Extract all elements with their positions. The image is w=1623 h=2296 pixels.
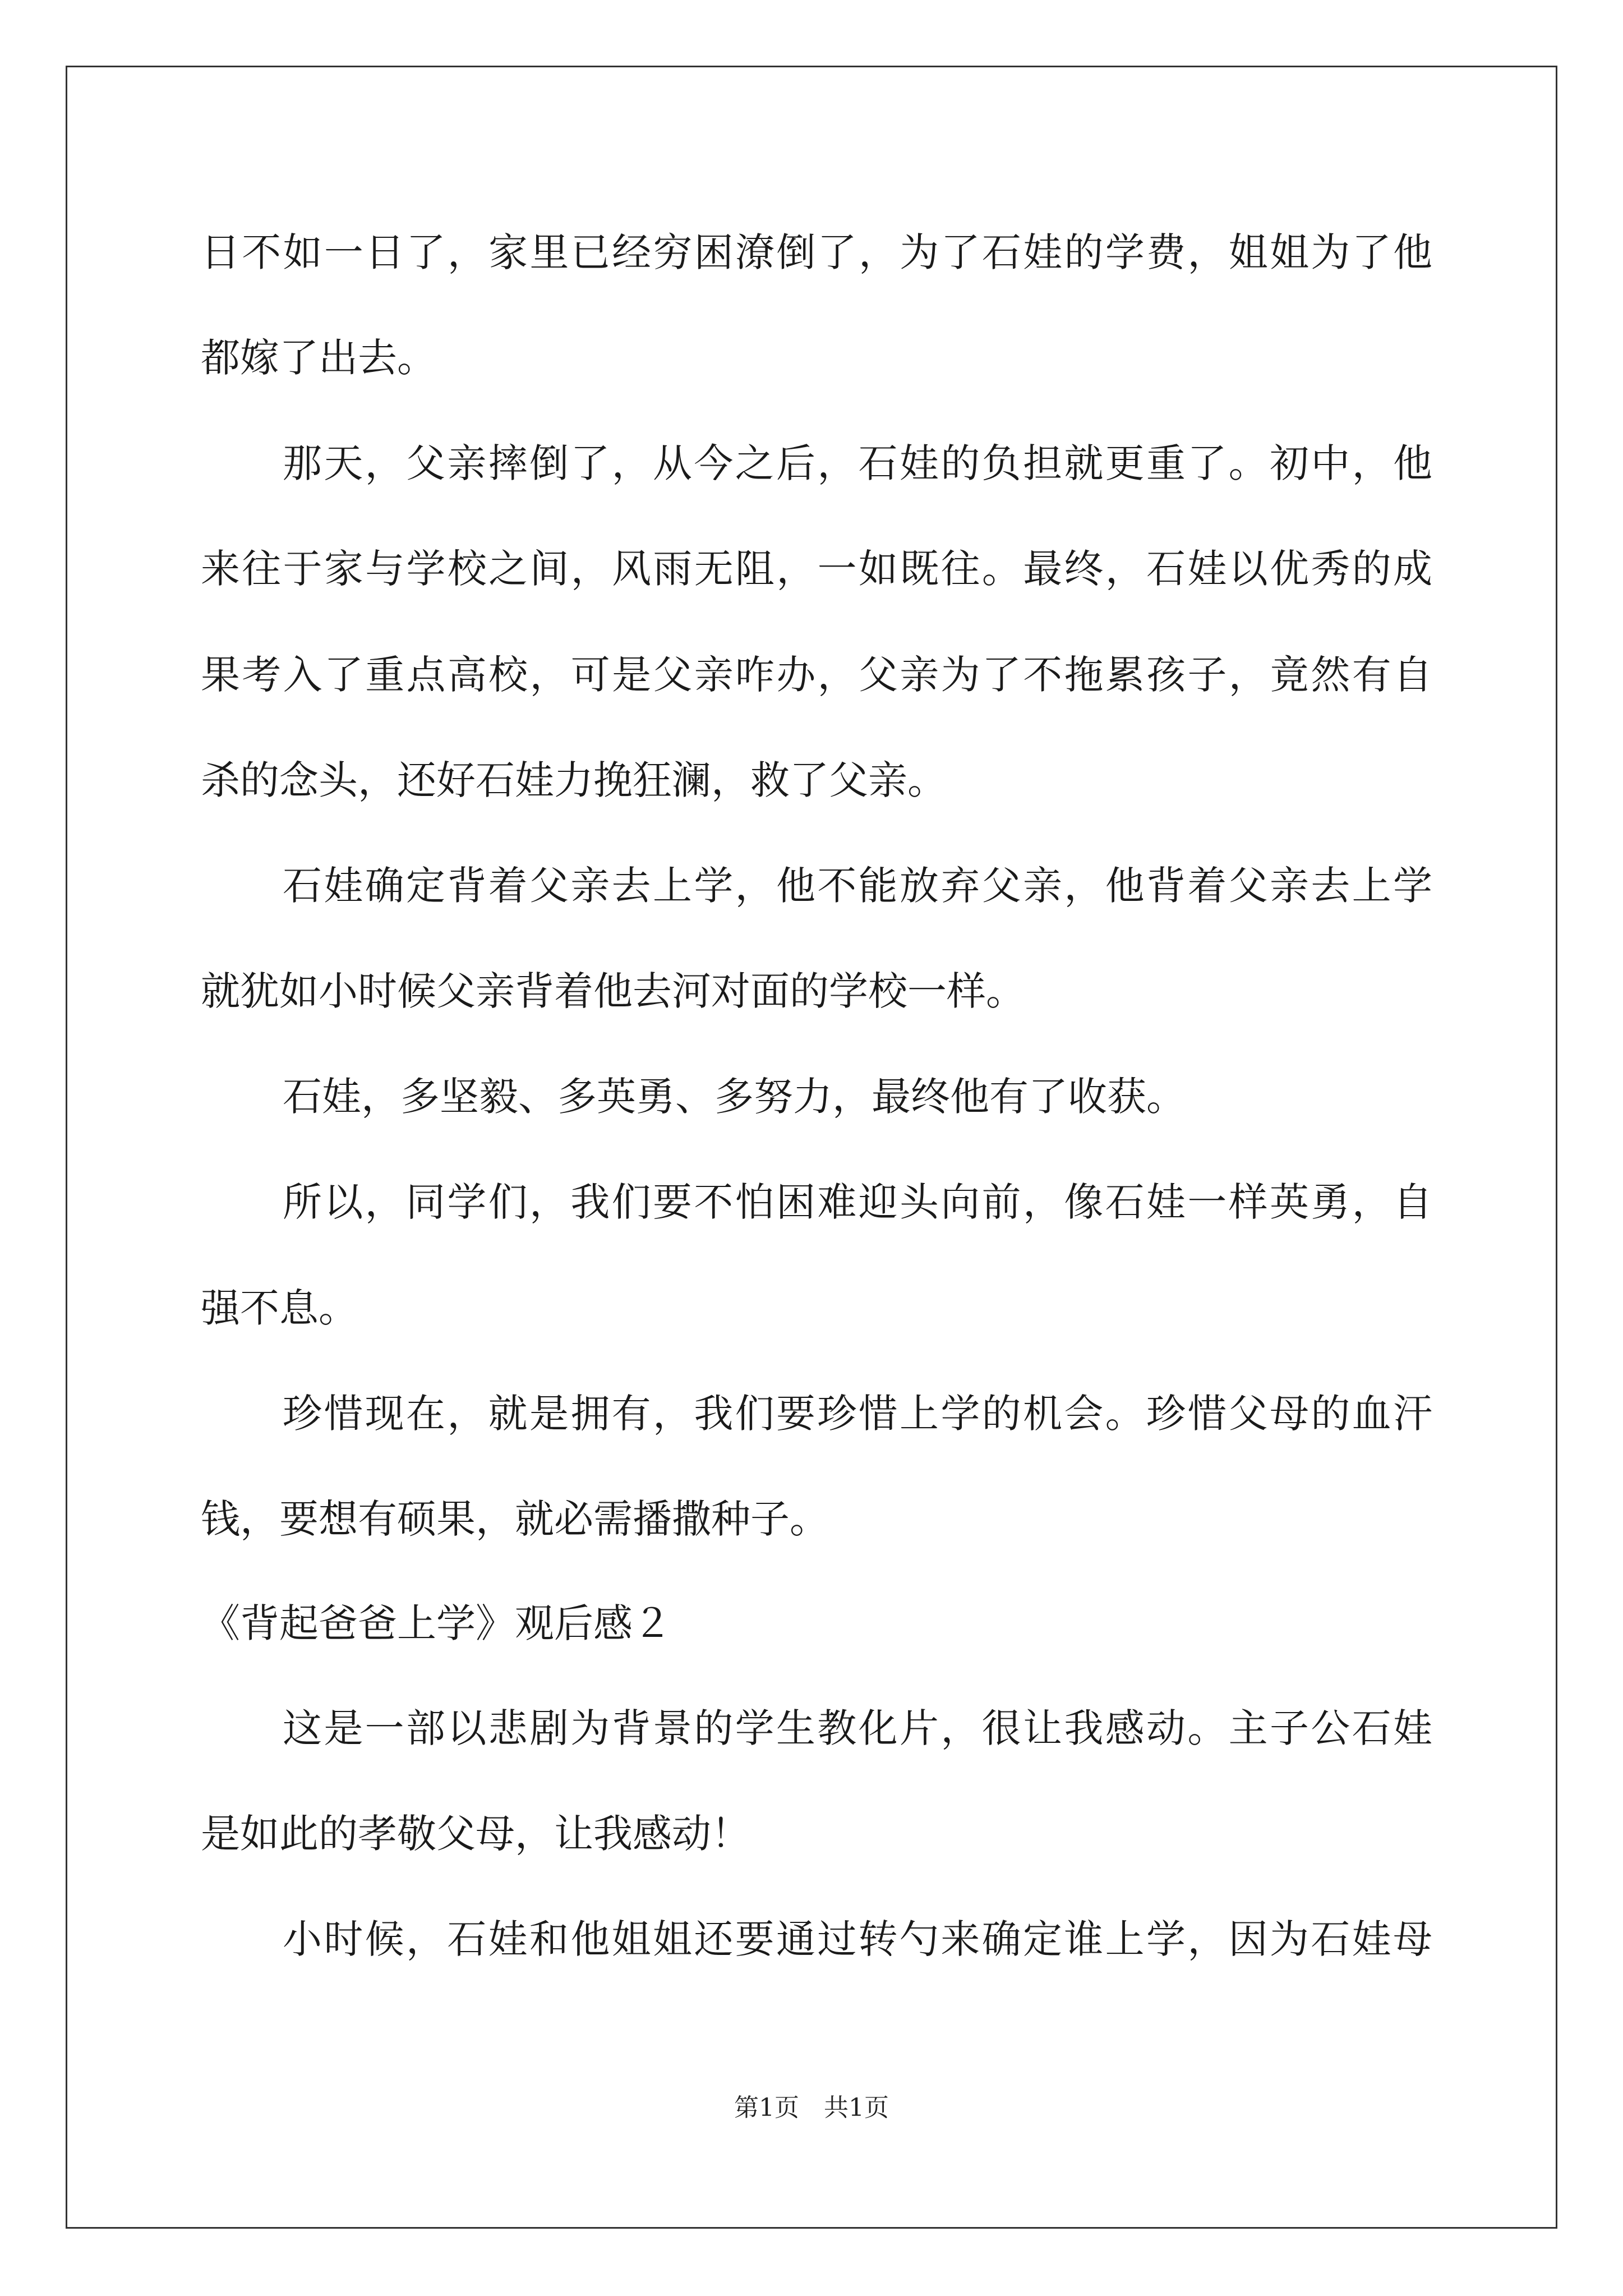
text-line: 来往于家与学校之间，风雨无阻，一如既往。最终，石娃以优秀的成 — [201, 546, 1432, 592]
text-line: 石娃确定背着父亲去上学，他不能放弃父亲，他背着父亲去上学 — [283, 863, 1432, 909]
text-line: 珍惜现在，就是拥有，我们要珍惜上学的机会。珍惜父母的血汗 — [283, 1391, 1432, 1437]
text-line: 钱，要想有硕果，就必需播撒种子。 — [201, 1496, 829, 1542]
text-line: 就犹如小时候父亲背着他去河对面的学校一样。 — [201, 968, 1025, 1014]
text-line: 石娃，多坚毅、多英勇、多努力，最终他有了收获。 — [283, 1074, 1186, 1120]
page-border — [66, 66, 1557, 2229]
section-heading: 《背起爸爸上学》观后感２ — [201, 1600, 672, 1646]
text-line: 杀的念头，还好石娃力挽狂澜，救了父亲。 — [201, 757, 947, 803]
text-line: 小时候，石娃和他姐姐还要通过转勺来确定谁上学，因为石娃母 — [283, 1916, 1432, 1962]
text-line: 强不息。 — [201, 1285, 358, 1331]
text-line: 那天，父亲摔倒了，从今之后，石娃的负担就更重了。初中，他 — [283, 440, 1432, 486]
text-line: 所以，同学们，我们要不怕困难迎头向前，像石娃一样英勇，自 — [283, 1179, 1432, 1225]
text-line: 都嫁了出去。 — [201, 335, 436, 381]
text-line: 日不如一日了，家里已经穷困潦倒了，为了石娃的学费，姐姐为了他 — [201, 229, 1432, 275]
page-footer: 第1页 共1页 — [734, 2093, 889, 2122]
text-line: 果考入了重点高校，可是父亲咋办，父亲为了不拖累孩子，竟然有自 — [201, 652, 1432, 698]
text-line: 这是一部以悲剧为背景的学生教化片，很让我感动。主子公石娃 — [283, 1705, 1432, 1751]
text-line: 是如此的孝敬父母，让我感动！ — [201, 1811, 750, 1857]
